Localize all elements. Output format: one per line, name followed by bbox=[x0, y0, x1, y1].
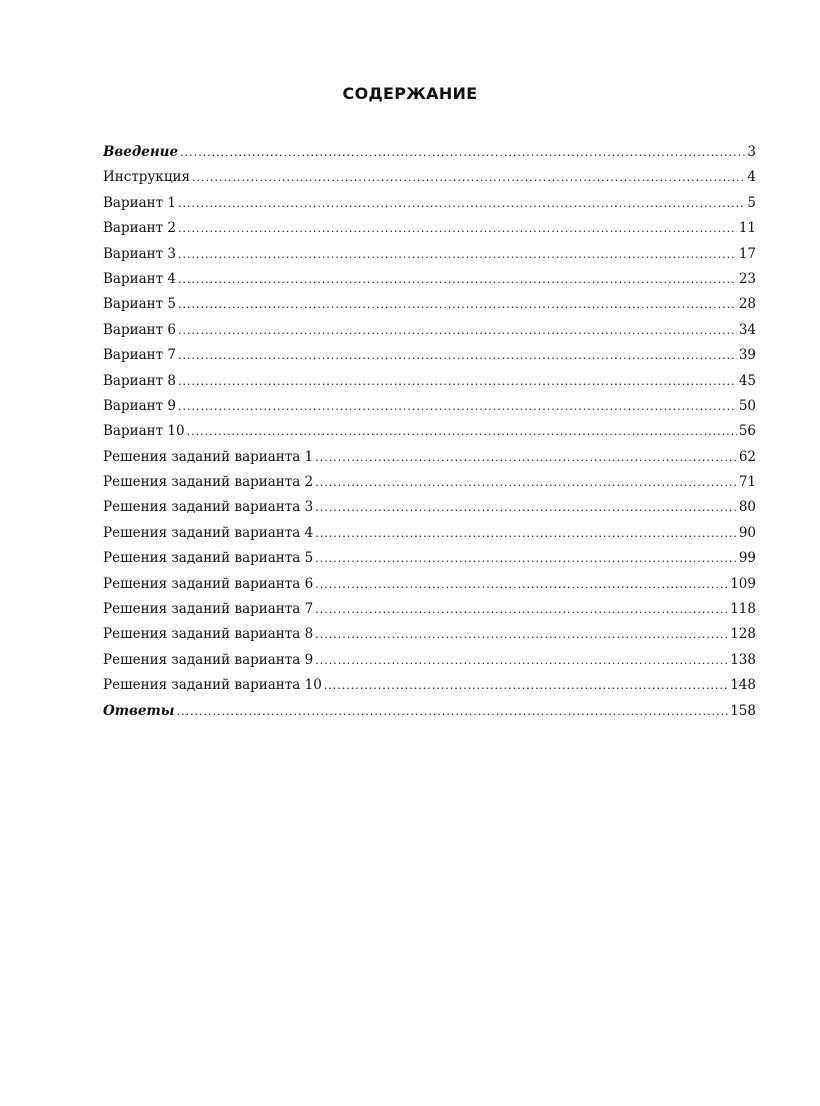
toc-entry-label: Решения заданий варианта 2 bbox=[103, 474, 314, 491]
toc-entry-label: Решения заданий варианта 7 bbox=[103, 601, 314, 618]
toc-dot-leader bbox=[315, 546, 737, 571]
toc-entry-page-number: 23 bbox=[738, 270, 756, 287]
toc-entry-label: Решения заданий варианта 9 bbox=[103, 651, 314, 668]
page-title: СОДЕРЖАНИЕ bbox=[342, 84, 478, 103]
toc-dot-leader bbox=[315, 521, 737, 546]
toc-dot-leader bbox=[315, 470, 737, 495]
toc-entry[interactable] bbox=[103, 267, 756, 292]
toc-entry-label: Вариант 7 bbox=[103, 347, 177, 364]
toc-entry-page-number: 128 bbox=[730, 626, 756, 643]
toc-entry-label: Решения заданий варианта 10 bbox=[103, 677, 322, 694]
toc-entry-label: Решения заданий варианта 1 bbox=[103, 448, 314, 465]
toc-entry[interactable] bbox=[103, 572, 756, 597]
toc-entry[interactable] bbox=[103, 140, 756, 165]
toc-entry[interactable] bbox=[103, 521, 756, 546]
toc-entry-page-number: 3 bbox=[747, 144, 756, 160]
toc-entry[interactable] bbox=[103, 419, 756, 444]
toc-entry[interactable] bbox=[103, 318, 756, 343]
toc-entry-label: Вариант 4 bbox=[103, 270, 177, 287]
toc-entry-page-number: 28 bbox=[738, 296, 756, 313]
toc-dot-leader bbox=[177, 699, 729, 724]
toc-entry[interactable] bbox=[103, 622, 756, 647]
toc-entry-label: Введение bbox=[103, 144, 179, 160]
toc-entry-page-number: 11 bbox=[738, 220, 756, 237]
toc-entry[interactable] bbox=[103, 673, 756, 698]
toc-dot-leader bbox=[178, 242, 737, 267]
toc-entry-page-number: 34 bbox=[738, 321, 756, 338]
toc-dot-leader bbox=[178, 292, 737, 317]
toc-entry-label: Вариант 6 bbox=[103, 321, 177, 338]
toc-entry[interactable] bbox=[103, 343, 756, 368]
toc-dot-leader bbox=[315, 622, 728, 647]
toc-entry-page-number: 148 bbox=[730, 677, 756, 694]
toc-entry[interactable] bbox=[103, 369, 756, 394]
toc-entry[interactable] bbox=[103, 394, 756, 419]
toc-entry-label: Решения заданий варианта 8 bbox=[103, 626, 314, 643]
toc-entry-label: Вариант 8 bbox=[103, 372, 177, 389]
toc-entry[interactable] bbox=[103, 165, 756, 190]
toc-entry[interactable] bbox=[103, 216, 756, 241]
toc-dot-leader bbox=[187, 419, 737, 444]
toc-dot-leader bbox=[178, 216, 737, 241]
toc-entry[interactable] bbox=[103, 242, 756, 267]
toc-dot-leader bbox=[178, 318, 737, 343]
toc-entry-label: Вариант 9 bbox=[103, 397, 177, 414]
toc-entry-page-number: 4 bbox=[747, 169, 756, 186]
toc-entry-page-number: 50 bbox=[738, 397, 756, 414]
toc-entry-label: Вариант 5 bbox=[103, 296, 177, 313]
toc-entry-page-number: 45 bbox=[738, 372, 756, 389]
toc-entry-label: Инструкция bbox=[103, 169, 191, 186]
toc-dot-leader bbox=[315, 445, 737, 470]
toc-dot-leader bbox=[315, 597, 728, 622]
toc-dot-leader bbox=[315, 648, 728, 673]
toc-entry-label: Вариант 3 bbox=[103, 245, 177, 262]
toc-entry-page-number: 109 bbox=[730, 575, 756, 592]
toc-entry-label: Решения заданий варианта 6 bbox=[103, 575, 314, 592]
toc-entry-page-number: 138 bbox=[730, 651, 756, 668]
toc-entry[interactable] bbox=[103, 597, 756, 622]
toc-dot-leader bbox=[324, 673, 728, 698]
toc-entry-label: Вариант 10 bbox=[103, 423, 185, 440]
toc-entry[interactable] bbox=[103, 699, 756, 724]
toc-entry-page-number: 90 bbox=[738, 524, 756, 541]
toc-dot-leader bbox=[178, 267, 737, 292]
toc-entry[interactable] bbox=[103, 445, 756, 470]
toc-dot-leader bbox=[178, 191, 745, 216]
toc-entry-page-number: 56 bbox=[738, 423, 756, 440]
toc-dot-leader bbox=[178, 343, 737, 368]
toc-entry-page-number: 118 bbox=[730, 601, 756, 618]
toc-entry[interactable] bbox=[103, 648, 756, 673]
toc-entry-label: Решения заданий варианта 4 bbox=[103, 524, 314, 541]
toc-dot-leader bbox=[315, 572, 728, 597]
toc-entry-page-number: 158 bbox=[730, 702, 756, 719]
toc-entry-page-number: 17 bbox=[738, 245, 756, 262]
toc-entry-label: Решения заданий варианта 5 bbox=[103, 550, 314, 567]
toc-entry[interactable] bbox=[103, 495, 756, 520]
toc-dot-leader bbox=[180, 140, 745, 165]
toc-entry-page-number: 5 bbox=[747, 194, 756, 211]
toc-entry[interactable] bbox=[103, 546, 756, 571]
toc-dot-leader bbox=[315, 495, 737, 520]
toc-dot-leader bbox=[178, 369, 737, 394]
toc-entry[interactable] bbox=[103, 470, 756, 495]
toc-entry-page-number: 39 bbox=[738, 347, 756, 364]
table-of-contents bbox=[103, 140, 756, 724]
toc-entry-page-number: 99 bbox=[738, 550, 756, 567]
toc-entry-label: Вариант 1 bbox=[103, 194, 177, 211]
toc-entry-label: Решения заданий варианта 3 bbox=[103, 499, 314, 516]
toc-entry-label: Вариант 2 bbox=[103, 220, 177, 237]
toc-entry-page-number: 71 bbox=[738, 474, 756, 491]
toc-entry-label: Ответы bbox=[103, 702, 175, 719]
toc-entry-page-number: 62 bbox=[738, 448, 756, 465]
toc-entry[interactable] bbox=[103, 292, 756, 317]
toc-dot-leader bbox=[178, 394, 737, 419]
toc-entry-page-number: 80 bbox=[738, 499, 756, 516]
toc-dot-leader bbox=[192, 165, 745, 190]
toc-entry[interactable] bbox=[103, 191, 756, 216]
